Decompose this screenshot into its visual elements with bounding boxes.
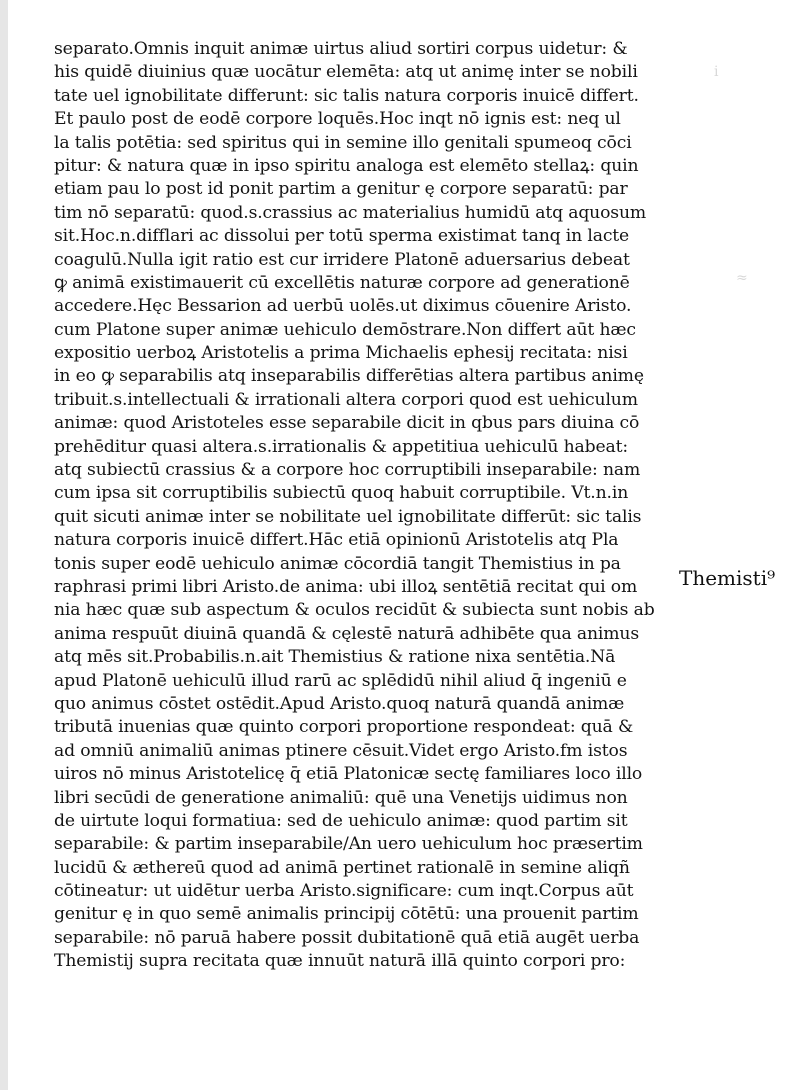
text-line: in eo ꝙ separabilis atq inseparabilis differētias altera partibus animę — [54, 366, 644, 387]
main-text-block — [54, 38, 694, 974]
text-line: lucidū & æthereū quod ad animā pertinet rationalē in semine aliqñ — [54, 857, 630, 878]
text-line: tate uel ignobilitate differunt: sic talis natura corporis inuicē differt. — [54, 85, 639, 106]
text-line: quo animus cōstet ostēdit.Apud Aristo.quoq naturā quandā animæ — [54, 693, 625, 714]
text-line: de uirtute loqui formatiua: sed de uehiculo animæ: quod partim sit — [54, 810, 628, 831]
text-line: sit.Hoc.n.difflari ac dissolui per totū sperma existimat tanq in lacte — [54, 226, 630, 247]
margin-note: Themisti⁹ — [679, 566, 776, 590]
text-line: apud Platonē uehiculū illud rarū ac splēdidū nihil aliud q̄ ingeniū e — [54, 670, 627, 691]
text-line: his quidē diuinius quæ uocātur elemēta: atq ut animę inter se nobili — [54, 62, 638, 83]
text-line: coagulū.Nulla igit ratio est cur irridere Platonē aduersarius debeat — [54, 249, 630, 270]
text-line: etiam pau lo post id ponit partim a genitur ę corpore separatū: par — [54, 179, 628, 200]
text-line: Themistij supra recitata quæ innuūt naturā illā quinto corpori pro: — [54, 951, 626, 972]
text-line: separabile: & partim inseparabile/An uero uehiculum hoc præsertim — [54, 834, 643, 855]
text-line: genitur ę in quo semē animalis principij cōtētū: una prouenit partim — [54, 904, 639, 925]
text-line: cum ipsa sit corruptibilis subiectū quoq habuit corruptibile. Vt.n.in — [54, 483, 629, 504]
text-line: accedere.Hęc Bessarion ad uerbū uolēs.ut diximus cōuenire Aristo. — [54, 296, 632, 317]
text-line: tributā inuenias quæ quinto corpori proportione respondeat: quā & — [54, 717, 634, 738]
book-page — [14, 0, 800, 1090]
text-line: libri secūdi de generatione animaliū: quē una Venetijs uidimus non — [54, 787, 628, 808]
text-line: pitur: & natura quæ in ipso spiritu analoga est elemēto stellaꝝ: quin — [54, 155, 639, 176]
text-line: atq mēs sit.Probabilis.n.ait Themistius & ratione nixa sentētia.Nā — [54, 647, 616, 668]
text-line: tribuit.s.intellectuali & irrationali altera corpori quod est uehiculum — [54, 389, 638, 410]
text-line: ꝙ animā existimauerit cū excellētis naturæ corpore ad generationē — [54, 272, 630, 293]
scan-edge — [0, 0, 8, 1090]
text-line: la talis potētia: sed spiritus qui in semine illo genitali spumeoq cōci — [54, 132, 632, 153]
text-line: natura corporis inuicē differt.Hāc etiā opinionū Aristotelis atq Pla — [54, 530, 619, 551]
text-line: raphrasi primi libri Aristo.de anima: ubi illoꝝ sentētiā recitat qui om — [54, 576, 638, 597]
text-line: cum Platone super animæ uehiculo demōstrare.Non differt aūt hæc — [54, 319, 636, 340]
text-line: animæ: quod Aristoteles esse separabile dicit in qbus pars diuina cō — [54, 413, 640, 434]
text-line: prehēditur quasi altera.s.irrationalis & appetitiua uehiculū habeat: — [54, 436, 628, 457]
text-line: tonis super eodē uehiculo animæ cōcordiā tangit Themistius in pa — [54, 553, 621, 574]
text-line: ad omniū animaliū animas ptinere cēsuit.Videt ergo Aristo.fm istos — [54, 740, 628, 761]
text-line: separato.Omnis inquit animæ uirtus aliud sortiri corpus uidetur: & — [54, 39, 628, 59]
text-line: uiros nō minus Aristotelicę q̄ etiā Platonicæ sectę familiares loco illo — [54, 764, 643, 785]
text-line: Et paulo post de eodē corpore loquēs.Hoc inqt nō ignis est: neq ul — [54, 109, 621, 130]
text-line: cōtineatur: ut uidētur uerba Aristo.significare: cum inqt.Corpus aūt — [54, 881, 634, 902]
text-line: atq subiectū crassius & a corpore hoc corruptibili inseparabile: nam — [54, 460, 641, 481]
text-line: separabile: nō paruā habere possit dubitationē quā etiā augēt uerba — [54, 927, 640, 948]
text-line: anima respuūt diuinā quandā & cęlestē naturā adhibēte qua animus — [54, 623, 640, 644]
text-line: quit sicuti animæ inter se nobilitate uel ignobilitate differūt: sic talis — [54, 506, 642, 527]
bleed-through-mark: ≈ — [736, 270, 748, 286]
text-line: tim nō separatū: quod.s.crassius ac materialius humidū atq aquosum — [54, 202, 647, 223]
text-line: expositio uerboꝝ Aristotelis a prima Michaelis ephesij recitata: nisi — [54, 343, 628, 364]
bleed-through-mark: ⅰ — [714, 64, 719, 80]
text-line: nia hæc quæ sub aspectum & oculos recidūt & subiecta sunt nobis ab — [54, 600, 655, 621]
